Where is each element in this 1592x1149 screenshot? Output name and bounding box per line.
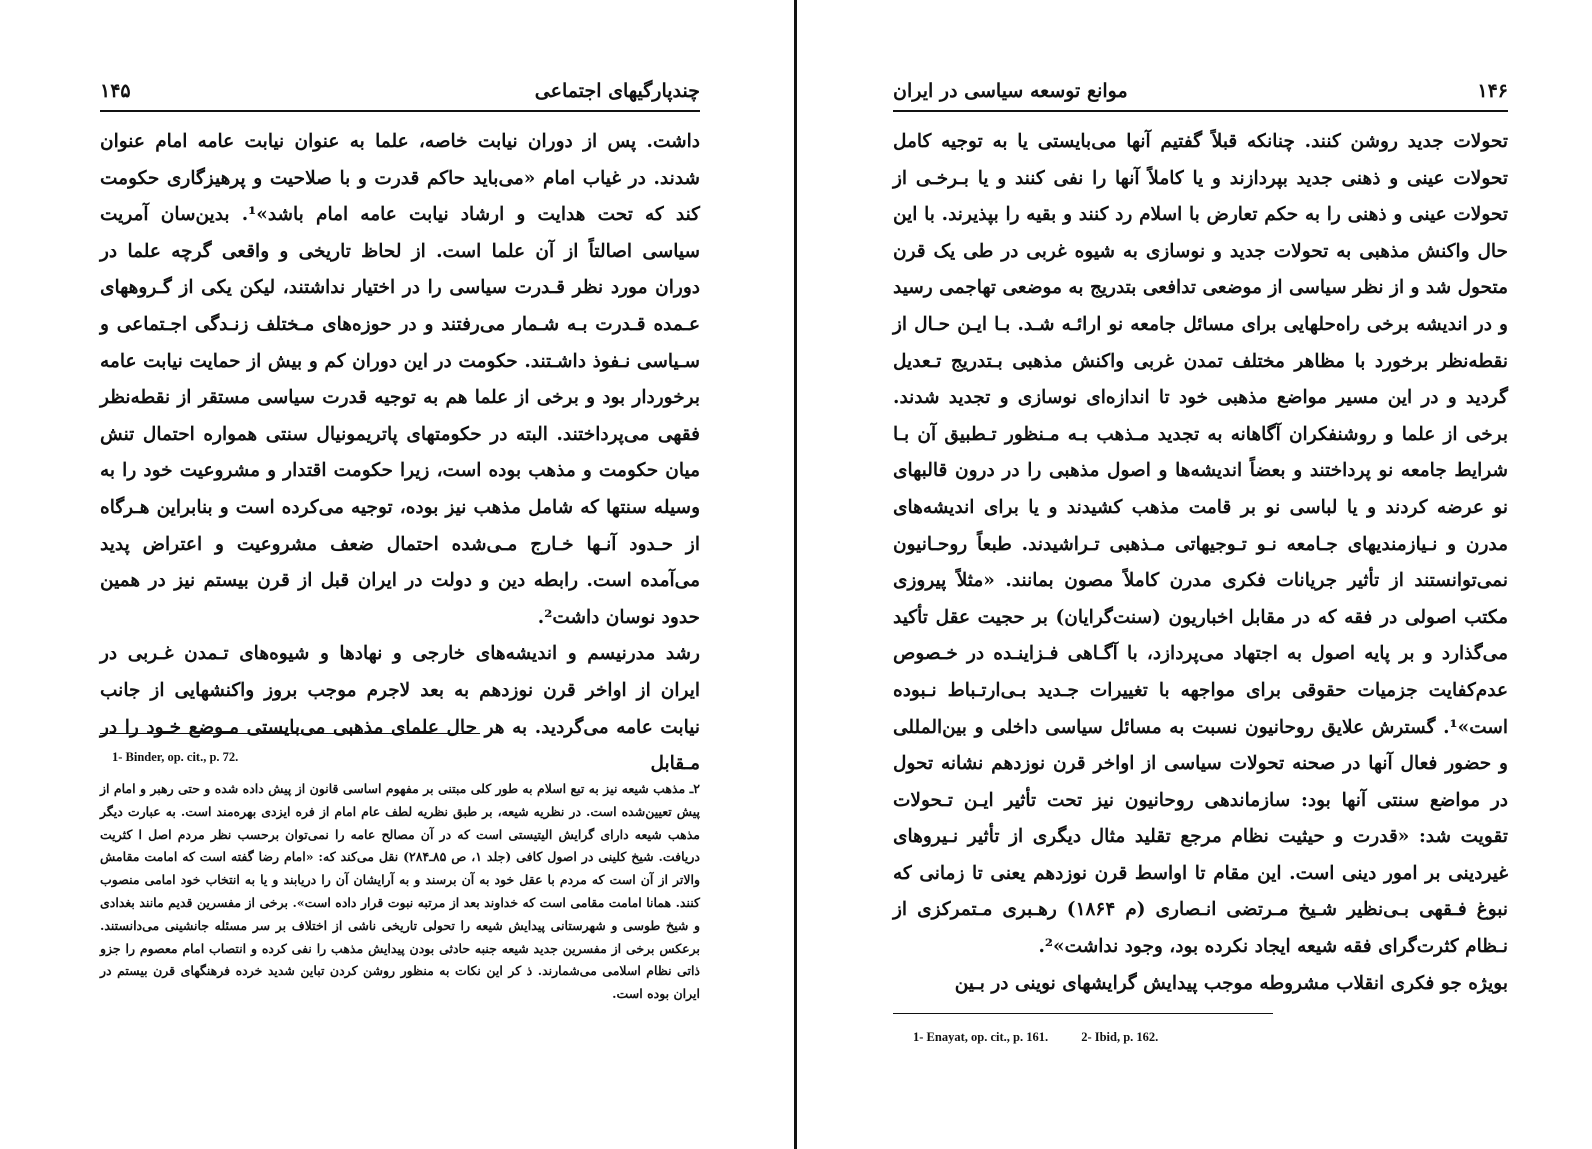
left-body-text: [100, 124, 700, 783]
right-page-header: [893, 78, 1508, 112]
book-gutter: [794, 0, 797, 1149]
right-running-title: موانع توسعه سیاسی در ایران: [893, 80, 1128, 102]
right-footnote-1: 1- Enayat, op. cit., p. 161.: [913, 1030, 1049, 1044]
left-paragraph-2: رشد مدرنیسم و اندیشه‌های خارجی و نهادها و شیوه‌های تـمدن غـربی در ایران از اواخر قرن نوزدهم به بعد لاجرم موجب بروز واکنشهایی از جانب نیابت عامه می‌گردید. به هر حال علمای مذهبی می‌بایستی مـوضع خـود را در مـقابل: [100, 643, 700, 775]
right-page-number: ۱۴۶: [1477, 80, 1508, 102]
right-paragraph-2: بویژه جو فکری انقلاب مشروطه موجب پیدایش گرایشهای نوینی در بـین: [954, 972, 1508, 994]
left-page: [100, 0, 700, 1149]
right-paragraph-1: تحولات جدید روشن کنند. چنانکه قبلاً گفتیم آنها می‌بایستی یا به توجیه کامل تحولات عینی و ذهنی جدید بپردازند و یا کاملاً آنها را نفی کنند و یا بـرخـی از تحولات عینی و ذهنی را به حکم تعارض با اسلام رد کنند و بقیه را بپذیرند. با این حال واکنش مذهبی به تحولات جدید و نوسازی به شیوه غربی در طی یک قرن متحول شد و از نظر سیاسی از موضعی تدافعی بتدریج به موضعی تهاجمی رسید و در اندیشه برخی راه‌حلهایی برای مسائل جامعه نو ارائـه شـد. بـا ایـن حـال از نقطه‌نظر برخورد با مظاهر مختلف تمدن غربی واکنش مذهبی بـتدریج تـعدیل گردید و در این مسیر مواضع مذهبی خود تا اندازه‌ای نوسازی و تجدید شدند. برخی از علما و روشنفکران آگاهانه به تجدید مـذهب بـه مـنظور تـطبیق آن بـا شرایط جامعه نو پرداختند و بعضاً اندیشه‌ها و اصول مذهبی را در درون قالبهای نو عرضه کردند و یا لباسی نو بر قامت مذهب کشیدند و یا برای اندیشه‌های مدرن و نـیازمندیهای جـامعه نـو تـوجیهاتی مـذهبی تـراشیدند. طبعاً روحـانیون نمی‌توانستند از تأثیر جریانات فکری مدرن کاملاً مصون بمانند. «مثلاً پیروزی مکتب اصولی در فقه که در مقابل اخباریون (سنت‌گرایان) بر حجیت عقل تأکید می‌گذارد و بر پایه اصول به اجتهاد می‌پردازد، با آگـاهی فـزاینـده در خـصوص عدم‌کفایت جزمیات حقوقی برای مواجهه با تغییرات جـدید بـی‌ارتـباط نـبوده است»¹. گسترش علایق روحانیون نسبت به مسائل سیاسی داخلی و بین‌المللی و حضور فعال آنها در صحنه تحولات سیاسی از اواخر قرن نوزدهم نشانه تحول در مواضع سنتی آنها بود: سازماندهی روحانیون نیز تحت تأثیر ایـن تـحولات تقویت شد: «قدرت و حیثیت نظام مرجع تقلید مثال دیگری از تأثیر نـیروهای غیردینی بر امور دینی است. این مقام تا اواسط قرن نوزدهم یعنی تا زمانی که نبوغ فـقهی بـی‌نظیر شـیخ مـرتضی انـصاری (م ۱۸۶۴) رهـبری مـتمرکزی از نـظام کثرت‌گرای فقه شیعه ایجاد نکرده بود، وجود نداشت»².: [893, 131, 1509, 958]
left-footnote-1: 1- Binder, op. cit., p. 72.: [112, 750, 239, 764]
left-page-number: ۱۴۵: [100, 80, 131, 102]
right-footnotes: [913, 1030, 1188, 1045]
left-page-header: [100, 78, 700, 112]
left-footnote-divider: [100, 733, 480, 734]
left-paragraph-1: داشت. پس از دوران نیابت خاصه، علما به عنوان نیابت عامه امام عنوان شدند. در غیاب امام «می‌باید حاکم قدرت و با صلاحیت و پرهیزگاری حکومت کند که تحت هدایت و ارشاد نیابت عامه امام باشد»¹. بدین‌سان آمریت سیاسی اصالتاً از آن علما است. از لحاظ تاریخی و واقعی گرچه علما در دوران مورد نظر قـدرت سیاسی را در اختیار نداشتند، لیکن یکی از گـروههای عـمده قـدرت بـه شـمار می‌رفتند و در حوزه‌های مـختلف زنـدگی اجـتماعی و سـیاسی نـفوذ داشـتند. حکومت در این دوران کم و بیش از حمایت نیابت عامه برخوردار بود و برخی از علما هم به توجیه قدرت سیاسی مستقر از نقطه‌نظر فقهی می‌پرداختند. البته در حکومتهای پاتریمونیال سنتی همواره احتمال تنش میان حکومت و مذهب بوده است، زیرا حکومت اقتدار و مشروعیت خود را به وسیله سنتها که شامل مذهب نیز بوده، توجیه می‌کرده است و بنابراین هـرگاه از حـدود آنـها خـارج مـی‌شده احتمال ضعف مشروعیت و اعتراض پدید می‌آمده است. رابطه دین و دولت در ایران قبل از قرن بیستم نیز در همین حدود نوسان داشت².: [100, 131, 700, 628]
left-footnote-2: ۲ـ مذهب شیعه نیز به تبع اسلام به طور کلی مبتنی بر مفهوم اساسی قانون از پیش داده شده و حتی رهبر و امام از پیش تعیین‌شده است. در نظریه شیعه، بر طبق نظریه لطف عام امام از فره ایزدی بهره‌مند است. به عبارت دیگر مذهب شیعه دارای گرایش الیتیستی است که در آن مصالح عامه را نمی‌توان برحسب نظر مردم اصل ا کثریت دریافت. شیخ کلینی در اصول کافی (جلد ۱، ص ۸۵ـ۲۸۴) نقل می‌کند که: «امام رضا گفته است که امامت مقامش والاتر از آن است که مردم با عقل خود به آن برسند و به آرایشان آن را دریابند و یا به انتخاب خود امامی منصوب کنند. همانا امامت مقامی است که خداوند بعد از مرتبه نبوت قرار داده است». برخی از مفسرین قدیم مانند بغدادی و شیخ طوسی و شهرستانی پیدایش شیعه را تحولی تاریخی ناشی از اختلاف بر سر مسئله جانشینی می‌دانستند. برعکس برخی از مفسرین جدید شیعه جنبه حادثی بودن پیدایش مذهب را نفی کرده و انتصاب امام معصوم را جزو ذاتی نظام اسلامی می‌شمارند. ذ کر این نکات به منظور روشن کردن تباین شدید خرده فرهنگهای قرن بیستم در ایران بوده است.: [100, 781, 700, 1002]
right-footnote-2: 2- Ibid, p. 162.: [1081, 1030, 1159, 1044]
right-page: [893, 0, 1508, 1149]
right-footnote-divider: [893, 1013, 1273, 1014]
left-running-title: چندپارگیهای اجتماعی: [534, 80, 700, 102]
right-body-text: [893, 124, 1508, 1002]
